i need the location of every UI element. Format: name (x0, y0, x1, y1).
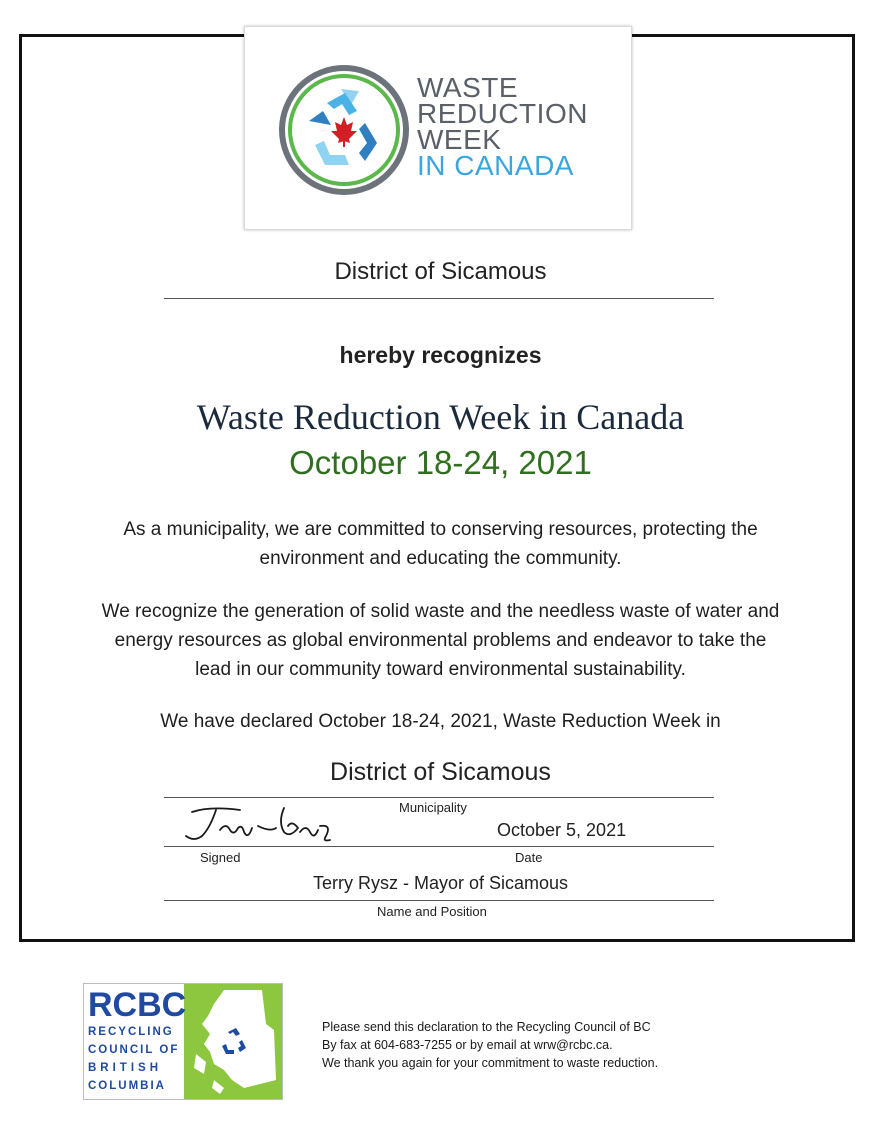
recycle-emblem-icon (279, 65, 409, 195)
signed-label: Signed (200, 850, 241, 865)
footer-line: Please send this declaration to the Recycling Council of BC (322, 1020, 651, 1034)
rcbc-abbreviation: RCBC (88, 986, 187, 1024)
footer-instructions (322, 1018, 658, 1072)
paragraph-line: As a municipality, we are committed to conserving resources, protecting the (123, 519, 758, 540)
rcbc-logo (83, 983, 283, 1100)
headline-title: Waste Reduction Week in Canada (196, 397, 685, 437)
logo-line-in-canada: IN CANADA (417, 150, 574, 181)
paragraph-line: lead in our community toward environmental sustainability. (195, 659, 686, 680)
municipality-label: Municipality (399, 800, 467, 815)
rcbc-line-british: BRITISH (88, 1062, 162, 1074)
date-label: Date (515, 850, 543, 865)
footer-line: We thank you again for your commitment to waste reduction. (322, 1056, 659, 1070)
paragraph-declared: We have declared October 18-24, 2021, Waste Reduction Week in (160, 711, 721, 732)
bc-map-icon (184, 984, 283, 1100)
name-and-position-value: Terry Rysz - Mayor of Sicamous (312, 873, 569, 893)
logo-wordmark (417, 72, 588, 181)
footer-line: By fax at 604-683-7255 or by email at wrw@rcbc.ca. (322, 1038, 613, 1052)
paragraph-commitment (0, 515, 881, 573)
logo-line-waste: WASTE (417, 72, 519, 103)
paragraph-line: environment and educating the community. (259, 548, 622, 569)
rcbc-line-columbia: COLUMBIA (88, 1080, 166, 1092)
handwritten-signature (180, 802, 340, 850)
logo-line-week: WEEK (417, 124, 502, 155)
date-value: October 5, 2021 (497, 820, 627, 840)
event-dates: October 18-24, 2021 (289, 444, 592, 481)
organization-name: District of Sicamous (334, 258, 547, 285)
municipality-value: District of Sicamous (330, 758, 551, 786)
paragraph-recognition (0, 597, 881, 684)
waste-reduction-week-logo (244, 26, 632, 230)
logo-line-reduction: REDUCTION (417, 98, 588, 129)
municipality-line (164, 797, 714, 798)
paragraph-line: energy resources as global environmental problems and endeavor to take the (114, 630, 767, 651)
paragraph-line: We recognize the generation of solid waste and the needless waste of water and (101, 601, 780, 622)
name-and-position-label: Name and Position (377, 904, 487, 919)
hereby-recognizes: hereby recognizes (339, 342, 542, 368)
rcbc-line-recycling: RECYCLING (88, 1026, 174, 1038)
signature-line (164, 846, 714, 847)
name-line (164, 900, 714, 901)
rcbc-line-council: COUNCIL OF (88, 1044, 180, 1056)
organization-underline (164, 298, 714, 299)
